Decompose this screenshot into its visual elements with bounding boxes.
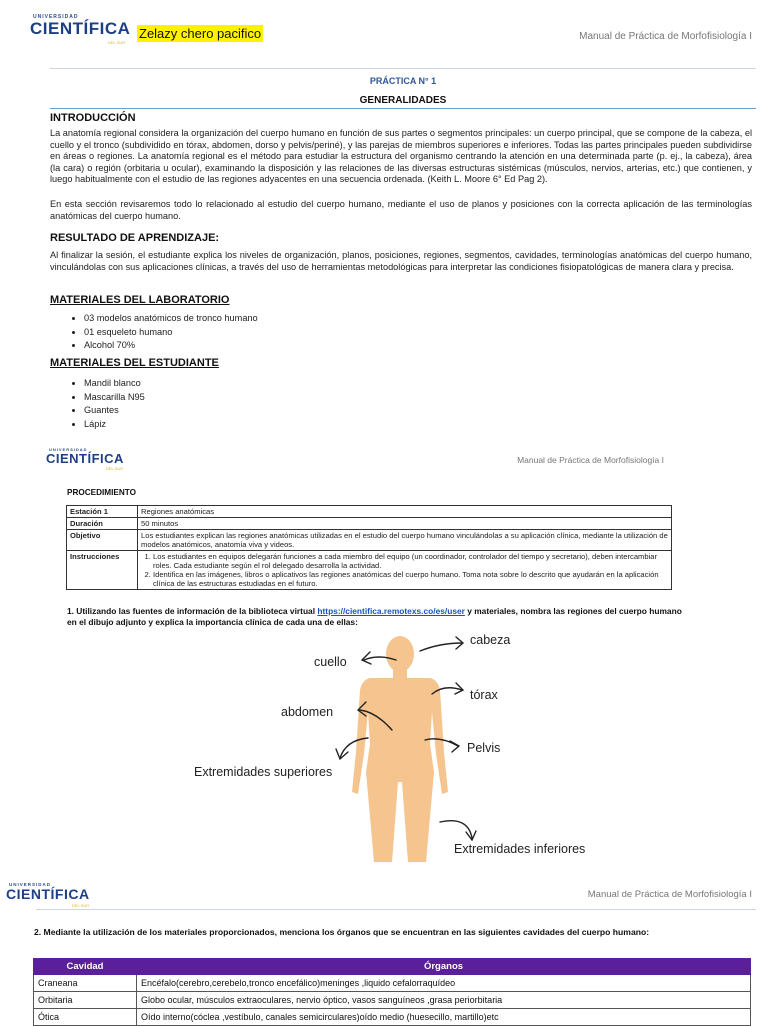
list-item: • Alcohol 70%: [84, 339, 258, 353]
logo-name-text: CIENTÍFICA: [46, 451, 124, 466]
intro-paragraph-2: En esta sección revisaremos todo lo relacionado al estudio del cuerpo humano, mediante el uso de planos y posiciones con la correcta aplicación de las terminologías anatómicas del cuerpo humano.: [50, 199, 752, 221]
arrow-ext-inf: [440, 821, 472, 838]
student-materials-heading: MATERIALES DEL ESTUDIANTE: [50, 357, 219, 369]
column-header-organos: Órganos: [137, 959, 751, 975]
table-value: Regiones anatómicas: [138, 506, 672, 518]
intro-heading: INTRODUCCIÓN: [50, 112, 136, 124]
practice-subtitle: GENERALIDADES: [359, 95, 447, 106]
label-pelvis: Pelvis: [467, 741, 501, 755]
logo-sub-text: DEL SUR: [108, 40, 126, 45]
cavity-name: Craneana: [34, 975, 137, 992]
arrow-cabeza: [420, 643, 462, 651]
question-1-text: 1. Utilizando las fuentes de información de la biblioteca virtual: [67, 606, 318, 616]
arrow-cuello: [364, 657, 396, 660]
column-header-cavidad: Cavidad: [34, 959, 137, 975]
question-1-text-end: y materiales, nombra las regiones del cuerpo humano en el dibujo adjunto y explica la importancia clínica de cada una de ellas:: [67, 606, 682, 627]
logo-university-text: UNIVERSIDAD: [49, 447, 88, 452]
procedure-heading: PROCEDIMIENTO: [67, 488, 136, 497]
practice-title: PRÁCTICA N° 1: [369, 76, 437, 86]
cavity-name: Orbitaria: [34, 992, 137, 1009]
manual-header: Manual de Práctica de Morfofisiología I: [587, 889, 752, 900]
header-divider: [36, 909, 756, 910]
table-key: Objetivo: [67, 530, 138, 551]
cavities-table: [33, 958, 751, 1026]
list-item: 2. Identifica en las imágenes, libros o aplicativos las regiones anatómicas del cuerpo humano. Toma nota sobre lo descrito que ayudarán en la aplicación clínica de las estructuras estudiadas en el futuro.: [153, 570, 668, 588]
table-key: Instrucciones: [67, 551, 138, 590]
list-item: • 01 esqueleto humano: [84, 326, 258, 340]
label-cabeza: cabeza: [470, 633, 511, 647]
table-header-row: [34, 959, 751, 975]
list-item: • Lápiz: [84, 418, 145, 432]
arrow-abdomen-head: [358, 702, 366, 716]
list-item: • Mandil blanco: [84, 377, 145, 391]
label-abdomen: abdomen: [281, 705, 334, 719]
arrow-abdomen: [360, 710, 392, 730]
table-key: Estación 1: [67, 506, 138, 518]
result-heading: RESULTADO DE APRENDIZAJE:: [50, 232, 220, 244]
logo-university-text: UNIVERSIDAD: [33, 14, 79, 20]
label-cuello: cuello: [314, 655, 347, 669]
table-value: Los estudiantes explican las regiones anatómicas utilizadas en el estudio del cuerpo humano vinculándolas a su aplicación clínica, mediante la utilización de modelos anatómicos, anatomía viva y videos.: [138, 530, 672, 551]
table-row: [34, 975, 751, 992]
list-item: 1. Los estudiantes en equipos delegarán funciones a cada miembro del equipo (un coordinador, controlador del tiempo y secretario), deben intercambiar roles. Cada estudiante según el rol delegado desarrolla la actividad.: [153, 552, 668, 570]
table-key: Duración: [67, 518, 138, 530]
label-extremidades-superiores: Extremidades superiores: [194, 765, 333, 779]
intro-paragraph-1: La anatomía regional considera la organización del cuerpo humano en función de sus partes o segmentos principales: un cuerpo principal, que se compone de la cabeza, el cuello y el tronco (subdividido en tórax, abdomen, dorso y pelvis/periné), y las parejas de miembros superiores e inferiores. Todas las partes principales pueden subdividirse en áreas o regiones. La anatomía regional es el método para estudiar la estructura del organismo centrando la atención en una determinada parte (p. ej., la cabeza), área (la cara) o región (orbitaria u ocular), examinando la disposición y las relaciones de las diversas estructuras sistémicas (músculos, nervios, arterias, etc.) que contienen, y luego habitualmente con el estudio de las regiones adyacentes en una secuencia ordenada. (Keith L. Moore 6° Ed Pag 2).: [50, 128, 752, 185]
table-row: [34, 1009, 751, 1026]
table-value: 50 minutos: [138, 518, 672, 530]
label-torax: tórax: [470, 688, 498, 702]
logo-sub-text: DEL SUR: [72, 903, 90, 908]
logo-name-text: CIENTÍFICA: [6, 886, 90, 902]
list-item: • Guantes: [84, 404, 145, 418]
result-paragraph: Al finalizar la sesión, el estudiante explica los niveles de organización, planos, posiciones, regiones, segmentos, cavidades, terminologías anatómicas del cuerpo humano, vinculándolas con sus aplicaciones clínicas, a través del uso de herramientas metodológicas para interpretar las condiciones fisiopatológicas de manera clara y precisa.: [50, 250, 752, 272]
logo-university-text: UNIVERSIDAD: [9, 882, 52, 887]
university-logo: [6, 882, 90, 908]
student-name-text: Zelazy chero pacifico: [139, 26, 262, 41]
question-2: 2. Mediante la utilización de los materiales proporcionados, menciona los órganos que se encuentran en las siguientes cavidades del cuerpo humano:: [34, 927, 650, 937]
list-item: • Mascarilla N95: [84, 391, 145, 405]
library-link[interactable]: https://cientifica.remotexs.co/es/user: [317, 606, 465, 616]
cavity-name: Ótica: [34, 1009, 137, 1026]
cavity-organs[interactable]: Encéfalo(cerebro,cerebelo,tronco encefálico)meninges ,liquido cefalorraquídeo: [137, 975, 751, 992]
manual-header: Manual de Práctica de Morfofisiología I: [579, 31, 752, 42]
cavity-organs[interactable]: Globo ocular, músculos extraoculares, nervio óptico, vasos sanguíneos ,grasa periorbitaria: [137, 992, 751, 1009]
logo-name-text: CIENTÍFICA: [30, 19, 131, 38]
lab-materials-heading: MATERIALES DEL LABORATORIO: [50, 294, 230, 306]
label-extremidades-inferiores: Extremidades inferiores: [454, 842, 586, 856]
list-item: • 03 modelos anatómicos de tronco humano: [84, 312, 258, 326]
manual-header: Manual de Práctica de Morfofisiología I: [517, 455, 664, 465]
logo-sub-text: DEL SUR: [106, 466, 124, 471]
table-row: [34, 992, 751, 1009]
cavity-organs[interactable]: Oído interno(cóclea ,vestíbulo, canales semicirculares)oído medio (huesecillo, martillo)etc: [137, 1009, 751, 1026]
